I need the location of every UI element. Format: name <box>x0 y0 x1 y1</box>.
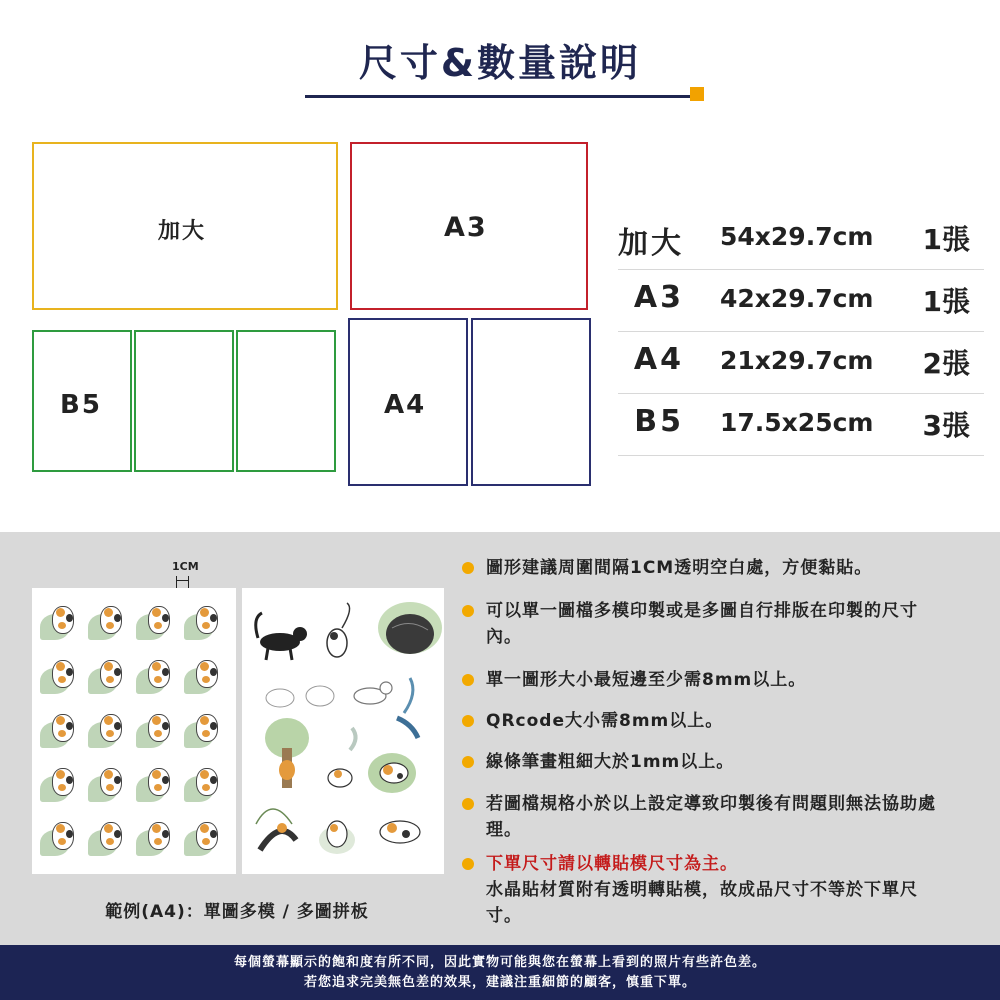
size-box-b5-3 <box>236 330 336 472</box>
footer-line: 若您追求完美無色差的效果，建議注重細節的顧客，慎重下單。 <box>303 975 696 990</box>
cat-orange-spot <box>106 730 114 737</box>
cat-orange-spot <box>154 838 162 845</box>
bullet-dot-icon <box>462 562 474 574</box>
cat-orange-spot <box>202 730 210 737</box>
cat-orange-spot <box>104 608 113 617</box>
size-quantity: 1張 <box>922 285 970 318</box>
guideline-text: QRcode大小需8mm以上。 <box>486 711 724 731</box>
cat-orange-spot <box>200 716 209 725</box>
title-accent-square <box>690 87 704 101</box>
sitting-calico-cat-sticker <box>319 821 355 854</box>
cat-orange-spot <box>58 622 66 629</box>
size-dimension: 21x29.7cm <box>720 346 874 375</box>
cat-black-spot <box>66 722 73 730</box>
size-dimension: 54x29.7cm <box>720 222 874 251</box>
cat-orange-spot <box>154 730 162 737</box>
cat-orange-spot <box>200 662 209 671</box>
cat-orange-spot <box>202 784 210 791</box>
page-title: 尺寸&數量說明 <box>358 41 642 85</box>
cat-black-spot <box>66 614 73 622</box>
cat-sticker <box>86 650 132 696</box>
guideline-text: 圖形建議周圍間隔1CM透明空白處，方便黏貼。 <box>486 558 873 578</box>
cat-black-spot <box>114 830 121 838</box>
size-row <box>618 208 984 270</box>
cat-black-spot <box>114 776 121 784</box>
size-table <box>618 208 984 456</box>
cat-orange-spot <box>106 838 114 845</box>
cat-orange-spot <box>58 676 66 683</box>
cat-orange-spot <box>154 676 162 683</box>
size-name: B5 <box>634 404 684 439</box>
guideline-item <box>460 791 950 843</box>
guideline-text: 水晶貼材質附有透明轉貼模，故成品尺寸不等於下單尺寸。 <box>486 880 918 926</box>
example-sheet-multi-image <box>242 588 444 874</box>
feather-sticker <box>350 728 356 750</box>
size-quantity: 3張 <box>922 409 970 442</box>
cat-black-spot <box>210 668 217 676</box>
cat-sticker <box>182 650 228 696</box>
cat-sticker <box>182 812 228 858</box>
cat-orange-spot <box>106 784 114 791</box>
guideline-item <box>460 851 950 929</box>
cat-orange-spot <box>152 824 161 833</box>
guideline-warning-text: 下單尺寸請以轉貼模尺寸為主。 <box>486 854 738 874</box>
size-row <box>618 270 984 332</box>
cat-orange-spot <box>152 662 161 671</box>
cat-orange-spot <box>152 608 161 617</box>
cat-black-spot <box>162 668 169 676</box>
guideline-item <box>460 598 950 650</box>
cat-orange-spot <box>200 770 209 779</box>
cat-orange-spot <box>104 716 113 725</box>
guideline-text: 可以單一圖檔多模印製或是多圖自行排版在印製的尺寸內。 <box>486 601 918 647</box>
footer-disclaimer <box>0 945 1000 1000</box>
cat-black-spot <box>210 614 217 622</box>
cat-sticker <box>134 758 180 804</box>
stretching-cat-sticker <box>327 603 350 657</box>
bullet-dot-icon <box>462 798 474 810</box>
cat-orange-spot <box>152 770 161 779</box>
cat-orange-spot <box>200 824 209 833</box>
size-name: 加大 <box>618 226 684 261</box>
tree-cat-sticker <box>265 718 309 788</box>
cat-orange-spot <box>104 824 113 833</box>
cat-orange-spot <box>106 676 114 683</box>
cat-orange-spot <box>202 838 210 845</box>
cat-orange-spot <box>104 662 113 671</box>
feather-sticker <box>397 718 418 738</box>
size-name: A4 <box>633 342 684 377</box>
cat-black-spot <box>114 722 121 730</box>
feather-sticker <box>404 678 413 713</box>
cat-orange-spot <box>56 608 65 617</box>
cat-sticker <box>182 596 228 642</box>
cat-black-spot <box>162 776 169 784</box>
example-sheet-single-image <box>32 588 236 874</box>
cat-sticker <box>38 758 84 804</box>
cat-black-spot <box>114 668 121 676</box>
sleeping-white-cats-sticker <box>266 686 334 707</box>
cat-black-spot <box>210 722 217 730</box>
size-quantity: 1張 <box>922 223 970 256</box>
size-row <box>618 394 984 456</box>
guideline-item <box>460 667 960 693</box>
guideline-text: 若圖檔規格小於以上設定導致印製後有問題則無法協助處理。 <box>486 794 936 840</box>
size-box-a3-label: A3 <box>444 212 488 243</box>
cat-sticker <box>86 812 132 858</box>
bullet-dot-icon <box>462 605 474 617</box>
cat-black-spot <box>66 776 73 784</box>
guideline-item <box>460 708 960 734</box>
size-box-b5-label: B5 <box>60 390 102 420</box>
footer-line: 每個螢幕顯示的飽和度有所不同，因此實物可能與您在螢幕上看到的照片有些許色差。 <box>233 955 766 970</box>
cat-stickers-illustration <box>242 588 444 874</box>
white-cat-sticker <box>354 682 392 704</box>
bullet-dot-icon <box>462 756 474 768</box>
title-underline <box>305 95 690 98</box>
stretching-calico-cat-sticker <box>256 809 296 850</box>
guideline-text: 線條筆畫粗細大於1mm以上。 <box>486 752 735 772</box>
lying-calico-cat-sticker <box>380 821 420 843</box>
cat-sticker <box>38 596 84 642</box>
cat-sticker <box>134 704 180 750</box>
cat-black-spot <box>66 668 73 676</box>
cat-orange-spot <box>106 622 114 629</box>
cat-orange-spot <box>154 784 162 791</box>
leaf-with-calico-cat-sticker <box>368 753 416 793</box>
size-box-a4-label: A4 <box>384 390 427 420</box>
size-row <box>618 332 984 394</box>
size-quantity: 2張 <box>922 347 970 380</box>
cat-black-spot <box>162 722 169 730</box>
cat-sticker <box>182 704 228 750</box>
cat-orange-spot <box>202 622 210 629</box>
cat-sticker <box>38 704 84 750</box>
cat-sticker <box>86 704 132 750</box>
cat-black-spot <box>66 830 73 838</box>
bullet-dot-icon <box>462 858 474 870</box>
cat-orange-spot <box>58 784 66 791</box>
cat-sticker <box>38 650 84 696</box>
size-dimension: 17.5x25cm <box>720 408 874 437</box>
calico-cat-sticker <box>328 769 352 787</box>
cm-label: 1CM <box>172 560 199 573</box>
cat-orange-spot <box>56 824 65 833</box>
cat-sticker <box>86 758 132 804</box>
cat-black-spot <box>114 614 121 622</box>
cat-orange-spot <box>152 716 161 725</box>
cat-orange-spot <box>200 608 209 617</box>
cat-sticker <box>38 812 84 858</box>
guideline-item <box>460 555 960 581</box>
size-box-jiada-label: 加大 <box>158 219 207 244</box>
cat-orange-spot <box>56 716 65 725</box>
cat-sticker <box>86 596 132 642</box>
size-box-b5-2 <box>134 330 234 472</box>
cat-orange-spot <box>104 770 113 779</box>
leaf-with-sleeping-cat-sticker <box>378 602 442 654</box>
cat-black-spot <box>210 830 217 838</box>
cat-orange-spot <box>56 662 65 671</box>
cat-orange-spot <box>202 676 210 683</box>
guideline-text: 單一圖形大小最短邊至少需8mm以上。 <box>486 670 807 690</box>
cat-black-spot <box>162 614 169 622</box>
guideline-item <box>460 749 960 775</box>
cat-orange-spot <box>58 838 66 845</box>
size-dimension: 42x29.7cm <box>720 284 874 313</box>
cat-orange-spot <box>58 730 66 737</box>
cat-sticker <box>182 758 228 804</box>
cat-sticker <box>134 812 180 858</box>
cat-black-spot <box>210 776 217 784</box>
size-name: A3 <box>633 280 684 315</box>
bullet-dot-icon <box>462 674 474 686</box>
cat-sticker <box>134 650 180 696</box>
black-cat-sticker <box>256 613 307 660</box>
bullet-dot-icon <box>462 715 474 727</box>
cat-sticker <box>134 596 180 642</box>
cat-black-spot <box>162 830 169 838</box>
size-box-a4-2 <box>471 318 591 486</box>
example-caption: 範例(A4)：單圖多模 / 多圖拼板 <box>105 902 369 922</box>
cat-orange-spot <box>154 622 162 629</box>
cat-orange-spot <box>56 770 65 779</box>
cm-bracket-line <box>176 580 188 581</box>
